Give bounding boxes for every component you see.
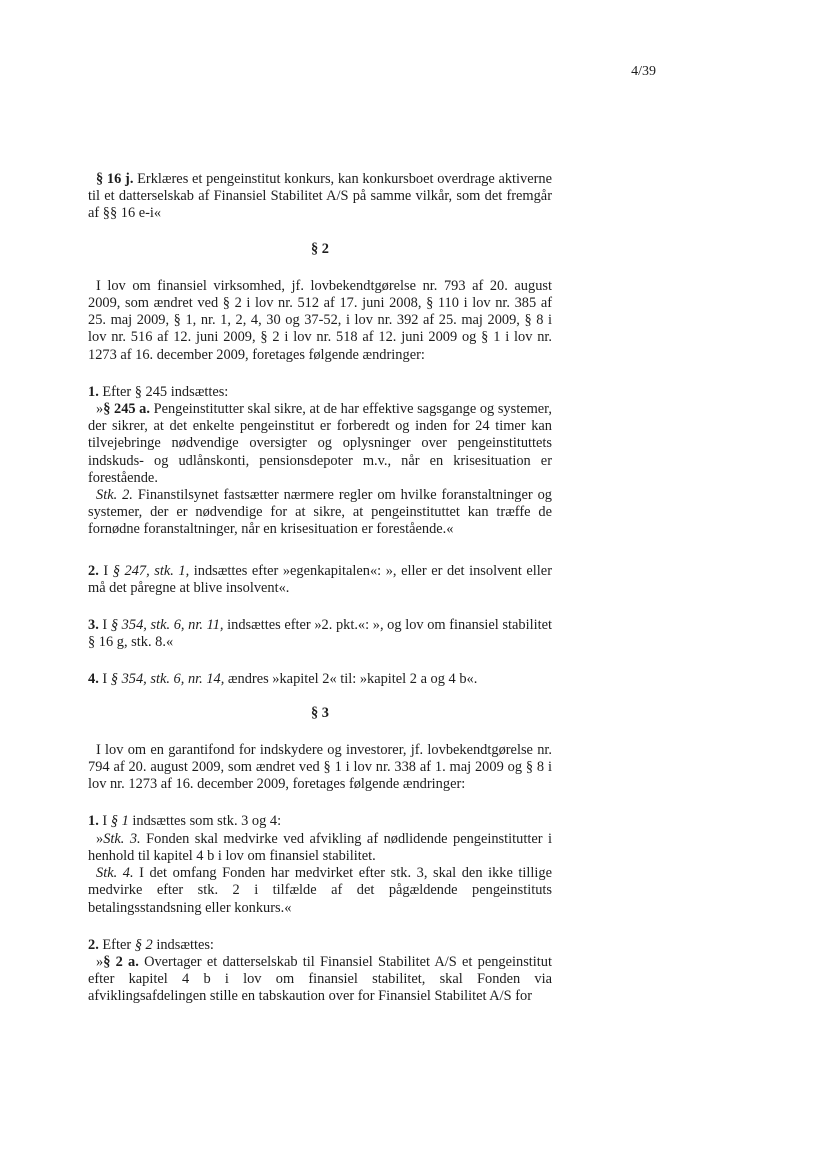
item-reference: § 354, stk. 6, nr. 11, [110,617,224,634]
section-16j-paragraph [88,171,552,223]
item-number: 2. [88,936,99,953]
stk4-label: Stk. 4. [96,865,134,882]
item-text: indsættes: [152,936,214,953]
section-3-intro: I lov om en garantifond for indskydere og investorer, jf. lovbekendtgørelse nr. 794 af 20. august 2009, som ændret ved § 1 i lov nr. 338 af 1. maj 2009 og § 8 i lov nr. 1273 af 16. december 2009, foretages følgende ændringer: [88,741,552,793]
section-245a-body: Pengeinstitutter skal sikre, at de har effektive sagsgange og systemer, der sikrer, at det enkelte pengeinstitut er forberedt og inden for 24 timer kan tilvejebringe nødvendige oversigter og oplysninger over pengeinstituttets indskuds- og udlånskonti, pensionsdepoter m.v., når en krisesituation er forestående. [88,401,552,486]
section-2-item-1-lead [88,384,552,401]
item-pre: Efter [98,936,135,953]
item-number: 3. [88,617,99,634]
quote-open: » [96,830,104,847]
section-2-intro: I lov om finansiel virksomhed, jf. lovbekendtgørelse nr. 793 af 20. august 2009, som ændret ved § 2 i lov nr. 512 af 17. juni 2008, § 110 i lov nr. 385 af 25. maj 2009, § 1, nr. 1, 2, 4, 30 og 37-52, i lov nr. 392 af 25. maj 2009, § 8 i lov nr. 516 af 12. juni 2009, § 2 i lov nr. 518 af 12. juni 2009 og § 1 i lov nr. 1273 af 16. december 2009, foretages følgende ændringer: [88,277,552,363]
item-number: 1. [88,383,99,400]
item-text: indsættes efter »2. pkt.«: », og lov om finansiel stabilitet § 16 g, stk. 8.« [88,617,552,651]
stk3-text: Fonden skal medvirke ved afvikling af nødlidende pengeinstitutter i henhold til kapitel 4 b i lov om finansiel stabilitet. [88,830,552,864]
section-3-item-2-lead [88,937,552,954]
section-2a-body: Overtager et datterselskab til Finansiel Stabilitet A/S et pengeinstitut efter kapitel 4 b i lov om finansiel stabilitet, skal Fonden via afviklingsafdelingen stille en tabskaution over for Finansiel Stabilitet A/S for [88,953,552,1005]
stk4-text: I det omfang Fonden har medvirket efter stk. 3, skal den ikke tillige medvirke efter stk. 2 i tilfælde af det pågældende pengeinstituts betalingsstandsning eller konkurs.« [88,865,552,916]
item-number: 2. [88,562,99,579]
item-number: 1. [88,813,99,830]
item-pre: I [98,617,111,634]
section-2-item-2 [88,563,552,597]
item-text: Efter § 245 indsættes: [98,383,229,400]
item-reference: § 2 [134,936,153,953]
item-pre: I [98,671,111,688]
section-16j-marker: § 16 j. [96,171,134,187]
section-2-item-3 [88,617,552,651]
section-2a-paragraph [88,954,552,1006]
item-text: indsættes som stk. 3 og 4: [128,813,282,830]
section-2a-marker: § 2 a. [103,953,139,970]
section-3-heading: § 3 [311,704,329,721]
section-1-stk3 [88,831,552,865]
item-pre: I [98,813,111,830]
item-text: indsættes efter »egenkapitalen«: », eller er det insolvent eller må det påregne at blive insolvent«. [88,562,552,596]
item-reference: § 354, stk. 6, nr. 14, [110,671,225,688]
stk2-text: Finanstilsynet fastsætter nærmere regler om hvilke foranstaltninger og systemer, der er nødvendige for at sikre, at pengeinstituttet kan træffe de fornødne foranstaltninger, når en krisesituation er forestående.« [88,487,552,538]
stk3-label: Stk. 3. [103,830,141,847]
section-2-heading: § 2 [311,240,329,257]
section-1-stk4 [88,865,552,917]
quote-open: » [96,401,104,418]
item-pre: I [98,562,113,579]
item-number: 4. [88,671,99,688]
quote-open: » [96,953,104,970]
section-16j-text: Erklæres et pengeinstitut konkurs, kan konkursboet overdrage aktiverne til et datterselskab af Finansiel Stabilitet A/S på samme vilkår, som det fremgår af §§ 16 e-i« [88,171,553,222]
section-245a-paragraph [88,401,552,487]
page-number: 4/39 [631,64,656,79]
section-2-item-4 [88,671,552,688]
item-text: ændres »kapitel 2« til: »kapitel 2 a og 4 b«. [224,671,478,688]
item-reference: § 247, stk. 1, [112,562,190,579]
item-reference: § 1 [110,813,129,830]
stk2-label: Stk. 2. [96,487,133,504]
section-245a-stk2 [88,487,552,539]
section-245a-marker: § 245 a. [103,401,150,418]
document-body [88,171,552,1006]
section-3-item-1-lead [88,813,552,830]
